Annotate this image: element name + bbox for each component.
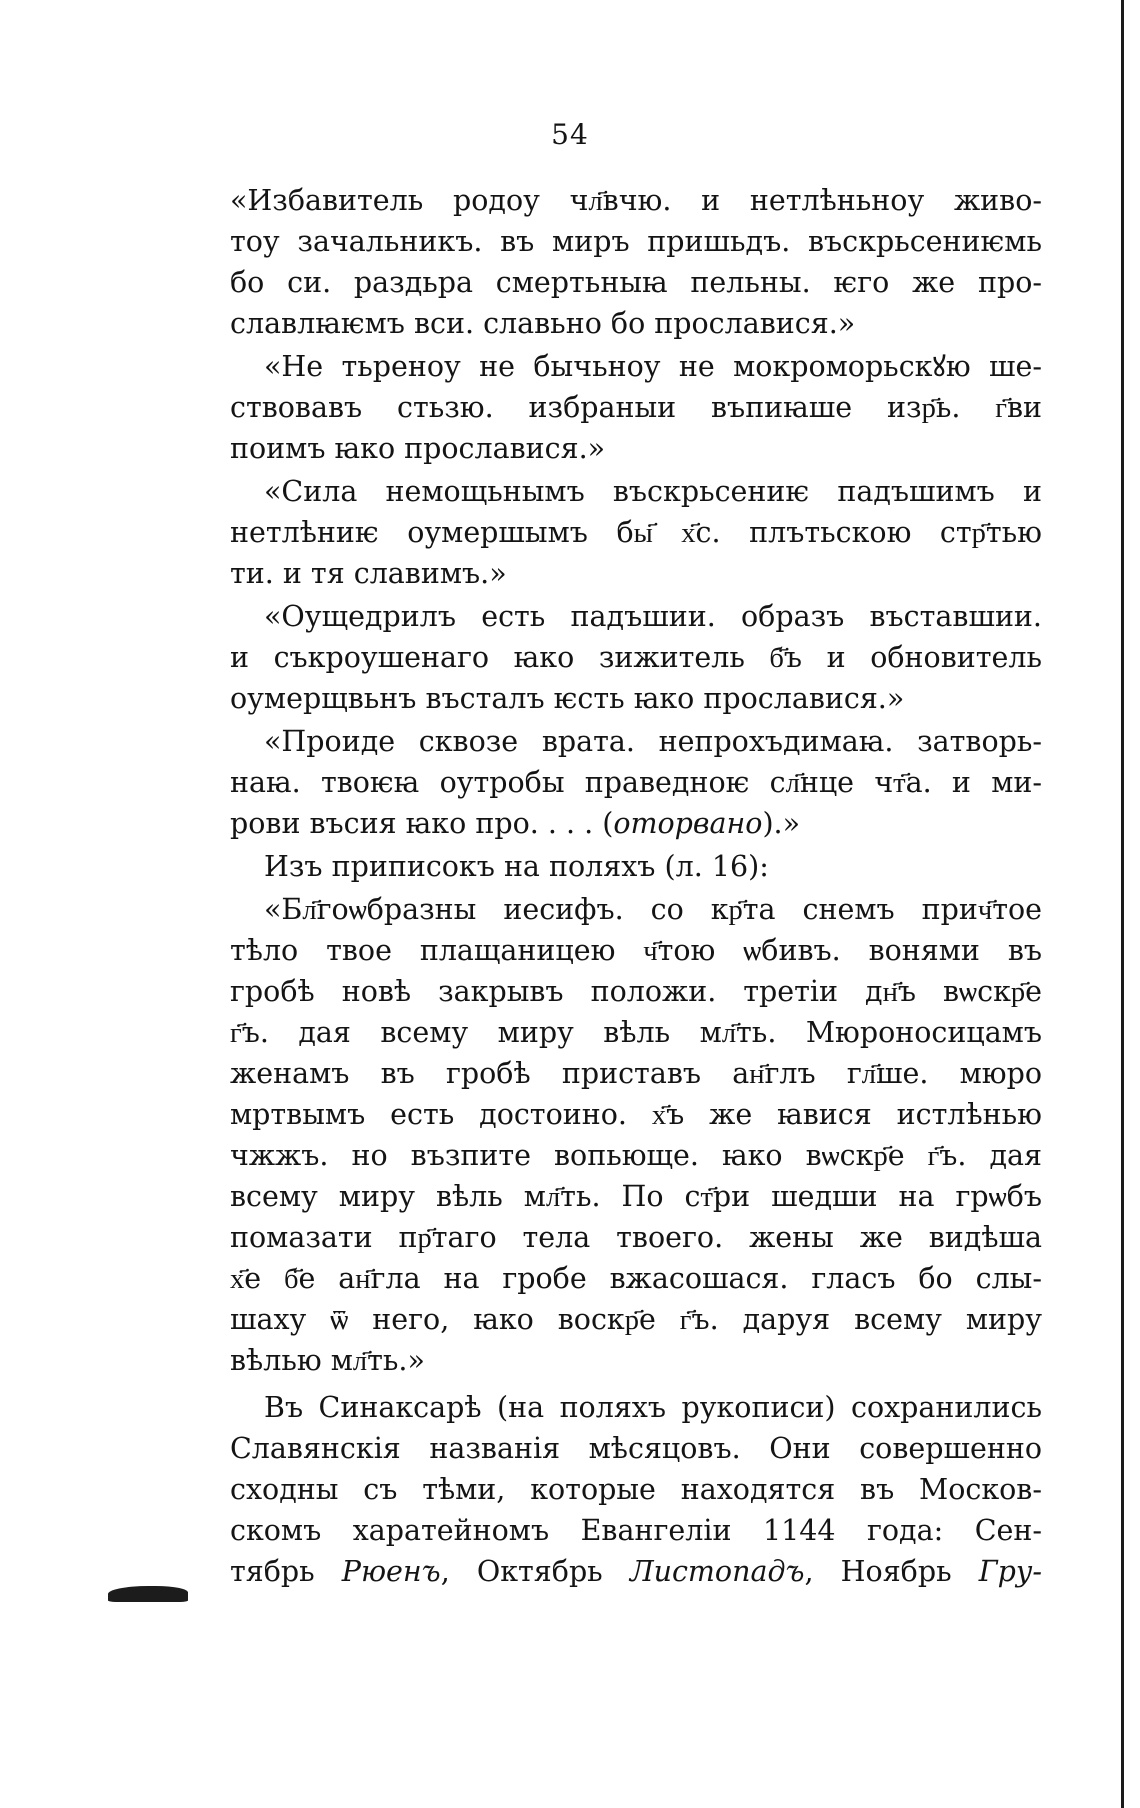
text-line: «Проиде сквозе врата. непрохъдимаꙗ. затворь- xyxy=(264,725,1042,758)
text-line-with-italic: тябрь Рюенъ, Октябрь Листопадъ, Ноябрь Гру- xyxy=(230,1555,1042,1588)
text-line: Славянскія названія мѣсяцовъ. Они совершенно xyxy=(230,1432,1042,1465)
paragraph-hymn-5 xyxy=(196,721,1042,844)
paragraph-hymn-4 xyxy=(196,596,1042,719)
text-line: г҃ъ. дая всему миру вѣль мл҃ть. Мюроносицамъ xyxy=(230,1016,1042,1049)
text-line: сходны съ тѣми, которые находятся въ Москов- xyxy=(230,1473,1042,1506)
text-line: поимъ ꙗко прославися.» xyxy=(230,432,606,465)
text-line: всему миру вѣль мл҃ть. По ст҃ри шедши на грѡбъ xyxy=(230,1180,1042,1213)
italic-term: Гру- xyxy=(978,1555,1042,1588)
ink-smudge xyxy=(108,1586,188,1602)
text-line: ствовавъ стьзю. избраныи въпиꙗше изр҃ь. г҃ви xyxy=(230,391,1042,424)
text-line: «Сила немощьнымъ въскрьсениѥ падъшимъ и xyxy=(264,475,1042,508)
text-line-with-italic: рови въсия ꙗко про. . . . (оторвано).» xyxy=(230,807,801,840)
text-line: бо си. раздьра смертьныꙗ пельны. ѥго же про- xyxy=(230,266,1042,299)
text-line: тоу зачальникъ. въ миръ пришьдъ. въскрьсениѥмь xyxy=(230,225,1042,258)
paragraph-hymn-1 xyxy=(196,180,1042,344)
text-line: «Избавитель родоу чл҃вчю. и нетлѣньноу живо- xyxy=(230,184,1042,217)
paragraph-hymn-3 xyxy=(196,471,1042,594)
text-line: скомъ харатейномъ Евангеліи 1144 года: Сен- xyxy=(230,1514,1042,1547)
text-line: «Бл҃гоѡбразны иесифъ. со кр҃та снемъ прич҃тое xyxy=(264,893,1042,926)
italic-term: Листопадъ xyxy=(629,1555,805,1588)
page-edge-line xyxy=(1121,0,1124,1808)
text-line: вѣлью мл҃ть.» xyxy=(230,1344,425,1377)
paragraph-hymn-2 xyxy=(196,346,1042,469)
page-number: 54 xyxy=(551,118,589,151)
text-line: славлꙗѥмъ вси. славьно бо прославися.» xyxy=(230,307,856,340)
text-line: х҃е б҃е ан҃гла на гробе вжасошася. гласъ бо слы- xyxy=(230,1262,1042,1295)
paragraph-margin-hymn xyxy=(196,889,1042,1381)
text-line: «Не тьреноу не бычьноу не мокроморьскꙋю ше- xyxy=(264,350,1042,383)
italic-term: оторвано xyxy=(613,807,763,840)
text-line: и съкроушенаго ꙗко зижитель б҃ъ и обновитель xyxy=(230,641,1042,674)
text-line: оумерщвьнъ въсталъ ѥсть ꙗко прославися.» xyxy=(230,682,905,715)
text-line: нетлѣниѥ оумершымъ бы҃ х҃с. плътьскою стр҃тью xyxy=(230,516,1042,549)
text-line: Въ Синаксарѣ (на поляхъ рукописи) сохранились xyxy=(264,1391,1042,1424)
text-line: гробѣ новѣ закрывъ положи. третіи дн҃ъ вѡскр҃е xyxy=(230,975,1042,1008)
text-line: «Оущедрилъ есть падъшии. образъ въставшии. xyxy=(264,600,1042,633)
text-line: Изъ приписокъ на поляхъ (л. 16): xyxy=(264,850,769,883)
body-text xyxy=(196,180,1042,1594)
text-line: тѣло твое плащаницею ч҃тою ѡбивъ. вонями въ xyxy=(230,934,1042,967)
text-line: женамъ въ гробѣ приставъ ан҃глъ гл҃ше. мюро xyxy=(230,1057,1042,1090)
text-line: ти. и тя славимъ.» xyxy=(230,557,507,590)
text-line: наꙗ. твоѥꙗ оутробы праведноѥ сл҃нце чт҃а. и ми- xyxy=(230,766,1042,799)
paragraph-synaxarion xyxy=(196,1387,1042,1592)
text-line: чжжъ. но възпите вопьюще. ꙗко вѡскр҃е г҃ъ. дая xyxy=(230,1139,1042,1172)
paragraph-heading-margin-notes xyxy=(196,846,1042,887)
text-line: мртвымъ есть достоино. х҃ъ же ꙗвися истлѣнью xyxy=(230,1098,1042,1131)
italic-term: Рюенъ xyxy=(341,1555,441,1588)
text-line: шаху ѿ него, ꙗко воскр҃е г҃ъ. даруя всему миру xyxy=(230,1303,1042,1336)
text-line: помазати пр҃таго тела твоего. жены же видѣша xyxy=(230,1221,1042,1254)
